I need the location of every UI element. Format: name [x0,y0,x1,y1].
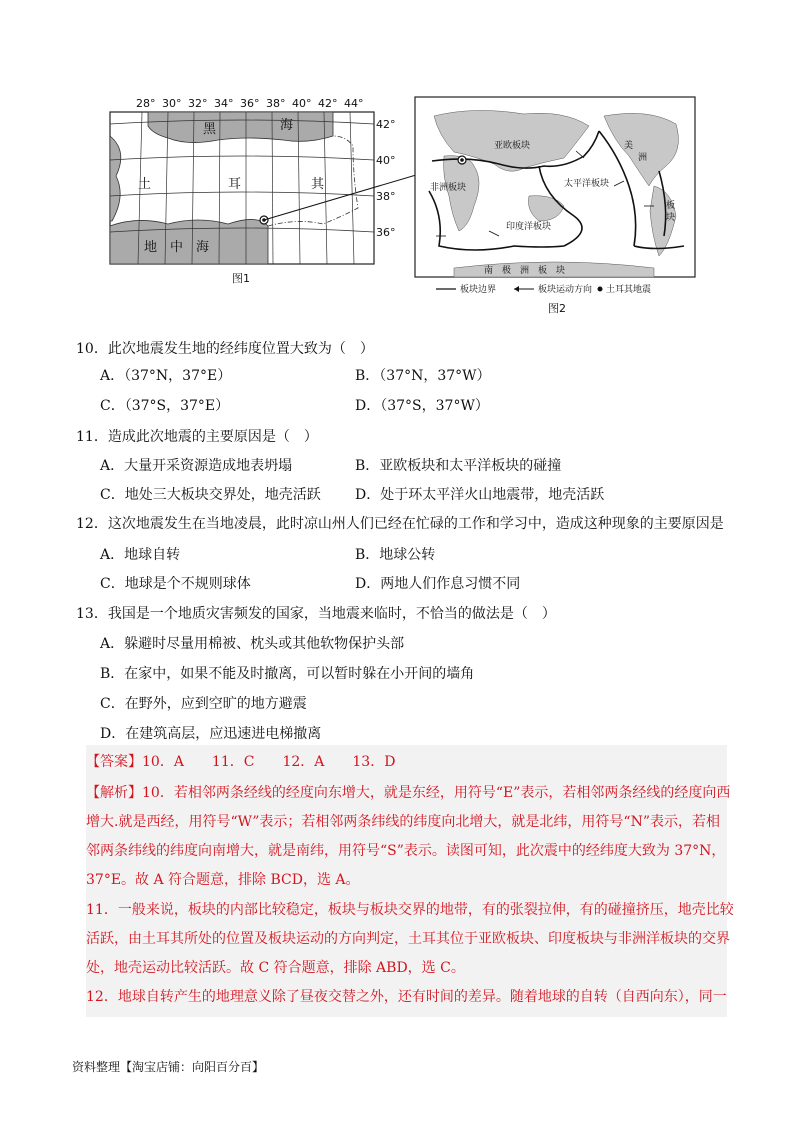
question-13-option-a: A．躲避时尽量用棉被、枕头或其他软物保护头部 [100,636,405,652]
question-12-option-b: B．地球公转 [355,547,436,563]
plate-label-antarctic: 南 极 洲 板 块 [484,266,566,276]
lon-label: 42° [318,97,338,110]
analysis-line: 处，地壳运动比较活跃。故 C 符合题意，排除 ABD，选 C。 [86,960,465,976]
question-10-option-c: C．（37°S，37°E） [100,398,230,414]
question-11-option-c: C．地处三大板块交界处，地壳活跃 [100,487,321,503]
plate-label-indian: 印度洋板块 [506,222,552,232]
question-12-option-a: A．地球自转 [100,547,181,563]
black-sea-label-1: 黑 [203,122,217,137]
question-13-stem: 13．我国是一个地质灾害频发的国家，当地震来临时，不恰当的做法是（ ） [76,606,556,622]
plate-label-kuai: 块 [666,213,676,223]
plate-label-america-2: 洲 [638,153,648,163]
figure1-caption: 图1 [232,272,250,285]
plate-label-eurasia: 亚欧板块 [494,141,531,151]
figure1-longitude-labels [136,97,364,110]
analysis-line: 11．一般来说，板块的内部比较稳定，板块与板块交界的地带，有的张裂拉伸，有的碰撞挤压，地壳比较 [86,902,734,918]
question-13-option-b: B．在家中，如果不能及时撤离，可以暂时躲在小开间的墙角 [100,666,475,682]
question-12-stem: 12．这次地震发生在当地凌晨，此时凉山州人们已经在忙碌的工作和学习中，造成这种现象的主要原因是 [76,516,724,532]
plate-label-pacific: 太平洋板块 [564,179,610,189]
plate-label-ban: 板 [666,201,676,211]
question-10-option-a: A．（37°N，37°E） [100,368,232,384]
plate-label-america-1: 美 [624,141,634,151]
question-10-stem: 10．此次地震发生地的经纬度位置大致为（ ） [76,341,374,357]
question-11-option-d: D．处于环太平洋火山地震带，地壳活跃 [355,487,605,503]
question-11-option-b: B．亚欧板块和太平洋板块的碰撞 [355,458,562,474]
plate-label-africa: 非洲板块 [430,183,467,193]
lat-label: 40° [376,154,396,167]
question-10-option-b: B．（37°N，37°W） [355,368,491,384]
lon-label: 38° [266,97,286,110]
answer-line: 【答案】10．A 11．C 12．A 13．D [86,754,396,770]
lat-label: 36° [376,226,396,239]
question-13-option-d: D．在建筑高层，应迅速进电梯撤离 [100,726,322,742]
question-13-option-c: C．在野外，应到空旷的地方避震 [100,696,307,712]
analysis-line: 邻两条纬线的纬度向南增大，就是南纬，用符号“S”表示。读图可知，此次震中的经纬度大致为 37°N， [86,843,726,859]
lon-label: 30° [162,97,182,110]
lon-label: 32° [188,97,208,110]
footer-text: 资料整理【淘宝店铺：向阳百分百】 [72,1060,265,1074]
question-12-option-c: C．地球是个不规则球体 [100,576,251,592]
turkey-label-3: 其 [311,177,325,192]
turkey-label-2: 耳 [228,177,242,192]
question-10-option-d: D．（37°S，37°W） [355,398,489,414]
legend-motion: 板块运动方向 [538,285,593,295]
lon-label: 40° [292,97,312,110]
figure2-map [414,96,698,318]
lon-label: 44° [344,97,364,110]
turkey-label-1: 土 [138,177,152,192]
analysis-line: 【解析】10．若相邻两条经线的经度向东增大，就是东经，用符号“E”表示，若相邻两条经线的经度向西 [86,785,731,801]
question-11-stem: 11．造成此次地震的主要原因是（ ） [76,429,318,445]
analysis-line: 增大.就是西经，用符号“W”表示；若相邻两条纬线的纬度向北增大，就是北纬，用符号“N”表示，若相 [86,814,720,830]
black-sea-label-2: 海 [280,118,294,133]
analysis-line: 12．地球自转产生的地理意义除了昼夜交替之外，还有时间的差异。随着地球的自转（自西向东），同一 [86,989,727,1005]
legend-quake: 土耳其地震 [606,285,652,295]
lat-label: 42° [376,118,396,131]
figure2-caption: 图2 [548,302,566,315]
mediterranean-label: 地 中 海 [144,240,210,255]
lon-label: 36° [240,97,260,110]
lat-label: 38° [376,190,396,203]
analysis-line: 37°E。故 A 符合题意，排除 BCD，选 A。 [86,872,360,888]
question-12-option-d: D．两地人们作息习惯不同 [355,576,521,592]
legend-boundary: 板块边界 [460,285,497,295]
lon-label: 34° [214,97,234,110]
lon-label: 28° [136,97,156,110]
analysis-line: 活跃，由土耳其所处的位置及板块运动的方向判定，土耳其位于亚欧板块、印度板块与非洲洋板块的交界 [86,931,730,947]
question-11-option-a: A．大量开采资源造成地表坍塌 [100,458,293,474]
